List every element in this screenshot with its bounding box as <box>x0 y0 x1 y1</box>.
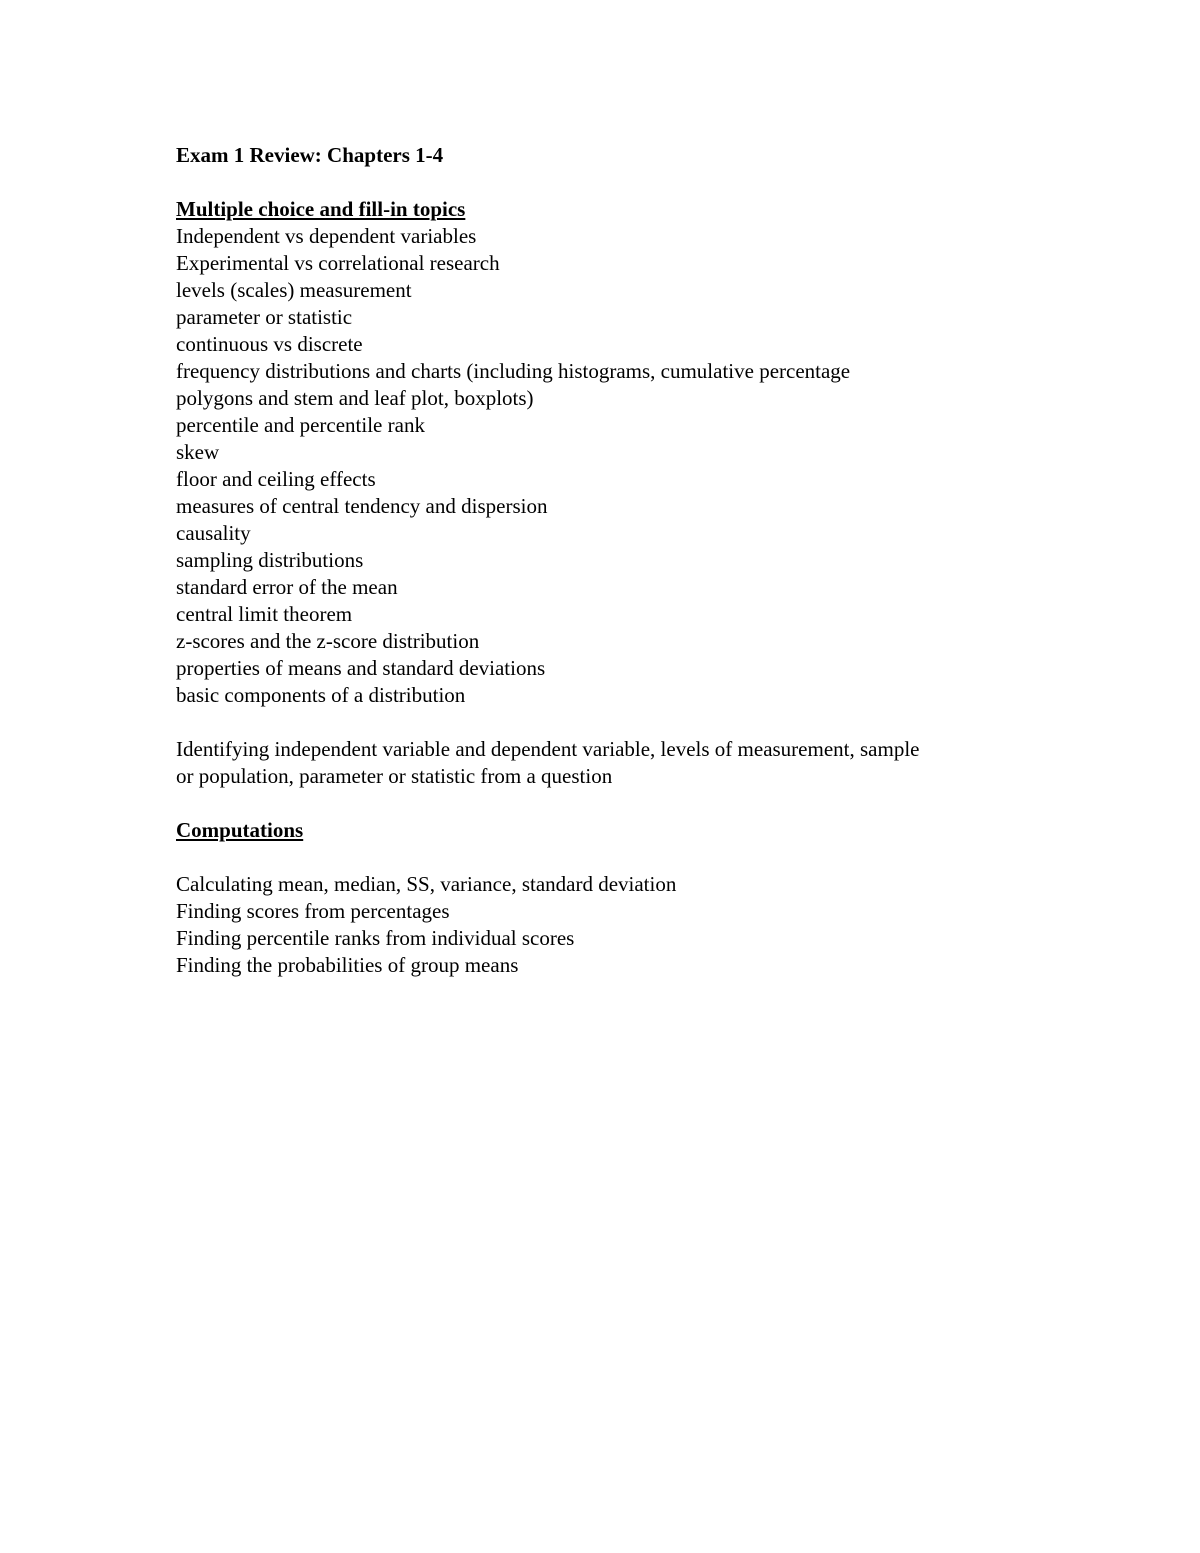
topic-item: z-scores and the z-score distribution <box>176 629 480 653</box>
topic-item: standard error of the mean <box>176 575 398 599</box>
computation-item: Finding scores from percentages <box>176 899 450 923</box>
topic-item: polygons and stem and leaf plot, boxplots) <box>176 386 534 410</box>
document-title: Exam 1 Review: Chapters 1-4 <box>176 143 444 167</box>
topic-item: Independent vs dependent variables <box>176 224 477 248</box>
section-heading-multiple-choice: Multiple choice and fill-in topics <box>176 197 466 221</box>
topic-item: skew <box>176 440 220 464</box>
topic-item: sampling distributions <box>176 548 364 572</box>
paragraph-line: or population, parameter or statistic from a question <box>176 764 613 788</box>
topic-item: levels (scales) measurement <box>176 278 412 302</box>
topic-item: percentile and percentile rank <box>176 413 425 437</box>
topic-item: properties of means and standard deviations <box>176 656 546 680</box>
spacer <box>176 790 1076 817</box>
computation-item: Calculating mean, median, SS, variance, standard deviation <box>176 872 677 896</box>
topic-item: Experimental vs correlational research <box>176 251 500 275</box>
document-page <box>176 142 1076 979</box>
computation-item: Finding percentile ranks from individual scores <box>176 926 575 950</box>
section-heading-computations: Computations <box>176 818 304 842</box>
topic-item: basic components of a distribution <box>176 683 466 707</box>
computation-list <box>176 871 1076 979</box>
topic-item: central limit theorem <box>176 602 353 626</box>
paragraph-line: Identifying independent variable and dependent variable, levels of measurement, sample <box>176 737 920 761</box>
topic-item: parameter or statistic <box>176 305 353 329</box>
topic-list <box>176 223 1076 709</box>
identifying-paragraph <box>176 736 1076 790</box>
spacer <box>176 709 1076 736</box>
topic-item: floor and ceiling effects <box>176 467 376 491</box>
spacer <box>176 169 1076 196</box>
computation-item: Finding the probabilities of group means <box>176 953 519 977</box>
topic-item: frequency distributions and charts (including histograms, cumulative percentage <box>176 359 851 383</box>
topic-item: measures of central tendency and dispersion <box>176 494 548 518</box>
spacer <box>176 844 1076 871</box>
topic-item: causality <box>176 521 251 545</box>
topic-item: continuous vs discrete <box>176 332 363 356</box>
